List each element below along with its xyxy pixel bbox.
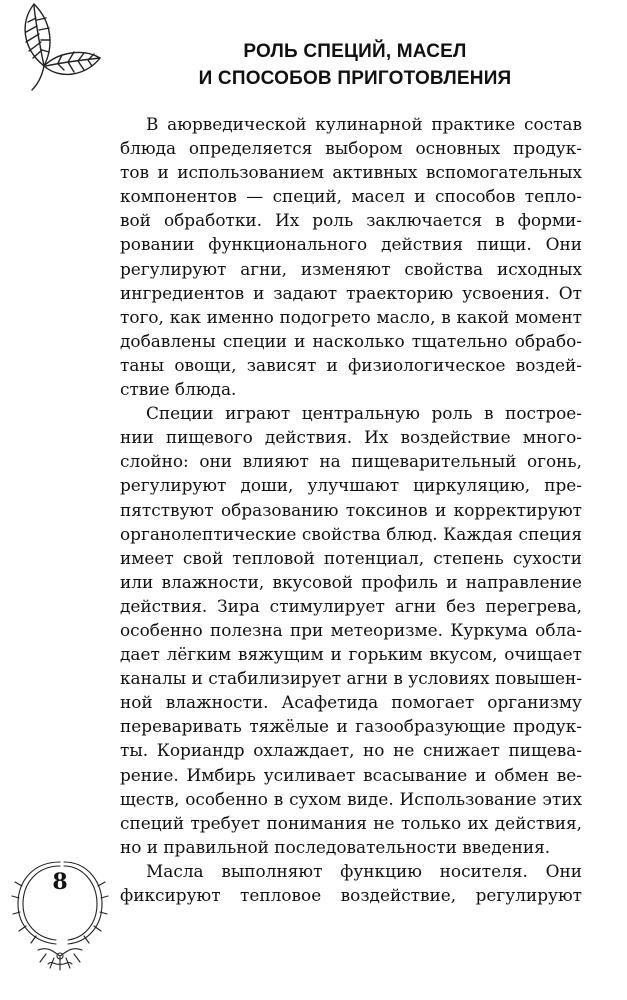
text-line: ной влажности. Асафетида помогает организму (120, 692, 582, 713)
text-line: блюда определяется выбором основных продук- (120, 138, 582, 159)
text-line: специй требует понимания не только их действия, (120, 812, 582, 833)
paragraph-2 (120, 401, 582, 859)
text-line: действия. Зира стимулирует агни без перегрева, (120, 595, 582, 616)
text-line: переваривать тяжёлые и газообразующие продук- (120, 716, 582, 737)
text-line: ты. Кориандр охлаждает, но не снижает пищева- (120, 740, 582, 761)
text-line: рение. Имбирь усиливает всасывание и обмен ве- (120, 764, 582, 785)
text-line: или влажности, вкусовой профиль и направление (120, 571, 582, 592)
text-line: В аюрведической кулинарной практике состав (146, 114, 582, 134)
paragraph-1 (120, 112, 582, 401)
chapter-title-line-2: И СПОСОБОВ ПРИГОТОВЛЕНИЯ (198, 68, 512, 89)
chapter-title (120, 38, 590, 92)
text-line: ингредиентов и задают траекторию усвоения. От (120, 282, 582, 303)
text-line: особенно полезна при метеоризме. Куркума обла- (120, 619, 582, 640)
text-line: фиксируют тепловое воздействие, регулируют (120, 885, 582, 905)
text-line: ществ, особенно в сухом виде. Использование этих (120, 788, 582, 809)
body-text (120, 112, 582, 907)
text-line: того, как именно подогрето масло, в какой момент (120, 306, 582, 327)
paragraph-3 (120, 859, 582, 907)
text-line: дает лёгким вяжущим и горьким вкусом, очищает (120, 644, 582, 665)
text-line: ствие блюда. (120, 379, 237, 400)
text-line: Масла выполняют функцию носителя. Они (146, 860, 582, 881)
chapter-title-line-1: РОЛЬ СПЕЦИЙ, МАСЕЛ (243, 41, 467, 62)
text-line: Специи играют центральную роль в построе- (146, 403, 582, 424)
text-line: тов и использованием активных вспомогательных (120, 162, 582, 183)
text-line: пятствуют образованию токсинов и корректируют (120, 499, 582, 520)
text-line: вой обработки. Их роль заключается в форми- (120, 210, 582, 231)
text-line: каналы и стабилизирует агни в условиях повышен- (120, 668, 582, 689)
text-line: регулируют агни, изменяют свойства исходных (120, 258, 582, 279)
text-line: нии пищевого действия. Их воздействие много- (120, 427, 582, 448)
text-line: добавлены специи и насколько тщательно обрабо- (120, 330, 582, 351)
text-line: имеет свой тепловой потенциал, степень сухости (120, 547, 582, 568)
text-line: компонентов — специй, масел и способов тепло- (120, 186, 582, 207)
text-line: регулируют доши, улучшают циркуляцию, пре- (120, 475, 582, 496)
text-line: органолептические свойства блюд. Каждая специя (120, 523, 582, 544)
text-line: но и правильной последовательности введения. (120, 836, 551, 857)
text-line: таны овощи, зависят и физиологическое воздей- (120, 354, 582, 375)
text-line: слойно: они влияют на пищеварительный огонь, (120, 451, 582, 472)
text-line: ровании функционального действия пищи. Они (120, 234, 582, 255)
page-number: 8 (52, 869, 68, 895)
leaf-icon (14, 0, 106, 92)
